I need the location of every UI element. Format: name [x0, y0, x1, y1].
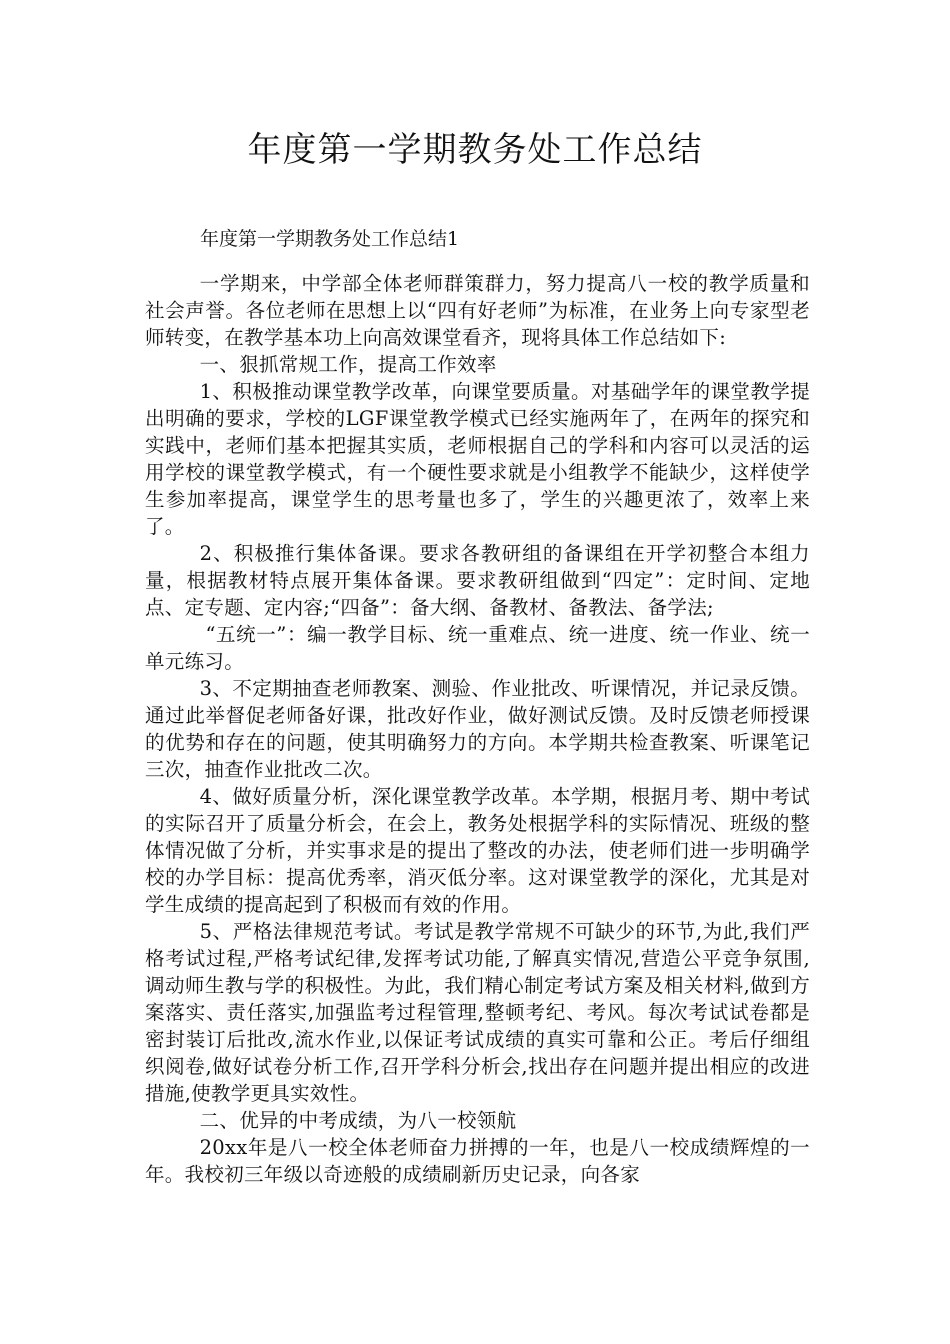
paragraph-item-4: 4、做好质量分析，深化课堂教学改革。本学期，根据月考、期中考试的实际召开了质量分析会，在会上，教务处根据学科的实际情况、班级的整体情况做了分析，并实事求是的提出了整改的办法，使老师们进一步明确学校的办学目标：提高优秀率，消灭低分率。这对课堂教学的深化，尤其是对学生成绩的提高起到了积极而有效的作用。	[145, 785, 810, 916]
document-title: 年度第一学期教务处工作总结	[247, 130, 703, 170]
section-heading-1: 一、狠抓常规工作，提高工作效率	[199, 353, 497, 376]
section-heading-2: 二、优异的中考成绩，为八一校领航	[199, 1109, 517, 1132]
document-subtitle: 年度第一学期教务处工作总结1	[200, 228, 460, 250]
document-body	[145, 270, 810, 1188]
paragraph-exam-results: 20xx年是八一校全体老师奋力拼搏的一年，也是八一校成绩辉煌的一年。我校初三年级以奇迹般的成绩刷新历史记录，向各家	[145, 1136, 810, 1186]
paragraph-five-unify: “五统一”：编一教学目标、统一重难点、统一进度、统一作业、统一单元练习。	[145, 623, 810, 673]
paragraph-item-5: 5、严格法律规范考试。考试是教学常规不可缺少的环节,为此,我们严格考试过程,严格考试纪律,发挥考试功能,了解真实情况,营造公平竞争氛围,调动师生教与学的积极性。为此，我们精心制定考试方案及相关材料,做到方案落实、责任落实,加强监考过程管理,整顿考纪、考风。每次考试试卷都是密封装订后批改,流水作业,以保证考试成绩的真实可靠和公正。考后仔细组织阅卷,做好试卷分析工作,召开学科分析会,找出存在问题并提出相应的改进措施,使教学更具实效性。	[145, 920, 810, 1105]
paragraph-item-3: 3、不定期抽查老师教案、测验、作业批改、听课情况，并记录反馈。通过此举督促老师备好课，批改好作业，做好测试反馈。及时反馈老师授课的优势和存在的问题，使其明确努力的方向。本学期共检查教案、听课笔记三次，抽查作业批改二次。	[145, 677, 810, 781]
paragraph-item-2: 2、积极推行集体备课。要求各教研组的备课组在开学初整合本组力量，根据教材特点展开集体备课。要求教研组做到“四定”：定时间、定地点、定专题、定内容;“四备”：备大纲、备教材、备教法、备学法;	[145, 542, 810, 619]
paragraph-item-1: 1、积极推动课堂教学改革，向课堂要质量。对基础学年的课堂教学提出明确的要求，学校的LGF课堂教学模式已经实施两年了，在两年的探究和实践中，老师们基本把握其实质，老师根据自己的学科和内容可以灵活的运用学校的课堂教学模式，有一个硬性要求就是小组教学不能缺少，这样使学生参加率提高，课堂学生的思考量也多了，学生的兴趣更浓了，效率上来了。	[145, 380, 810, 538]
paragraph-intro: 一学期来，中学部全体老师群策群力，努力提高八一校的教学质量和社会声誉。各位老师在思想上以“四有好老师”为标准，在业务上向专家型老师转变，在教学基本功上向高效课堂看齐，现将具体工作总结如下:	[145, 272, 810, 349]
